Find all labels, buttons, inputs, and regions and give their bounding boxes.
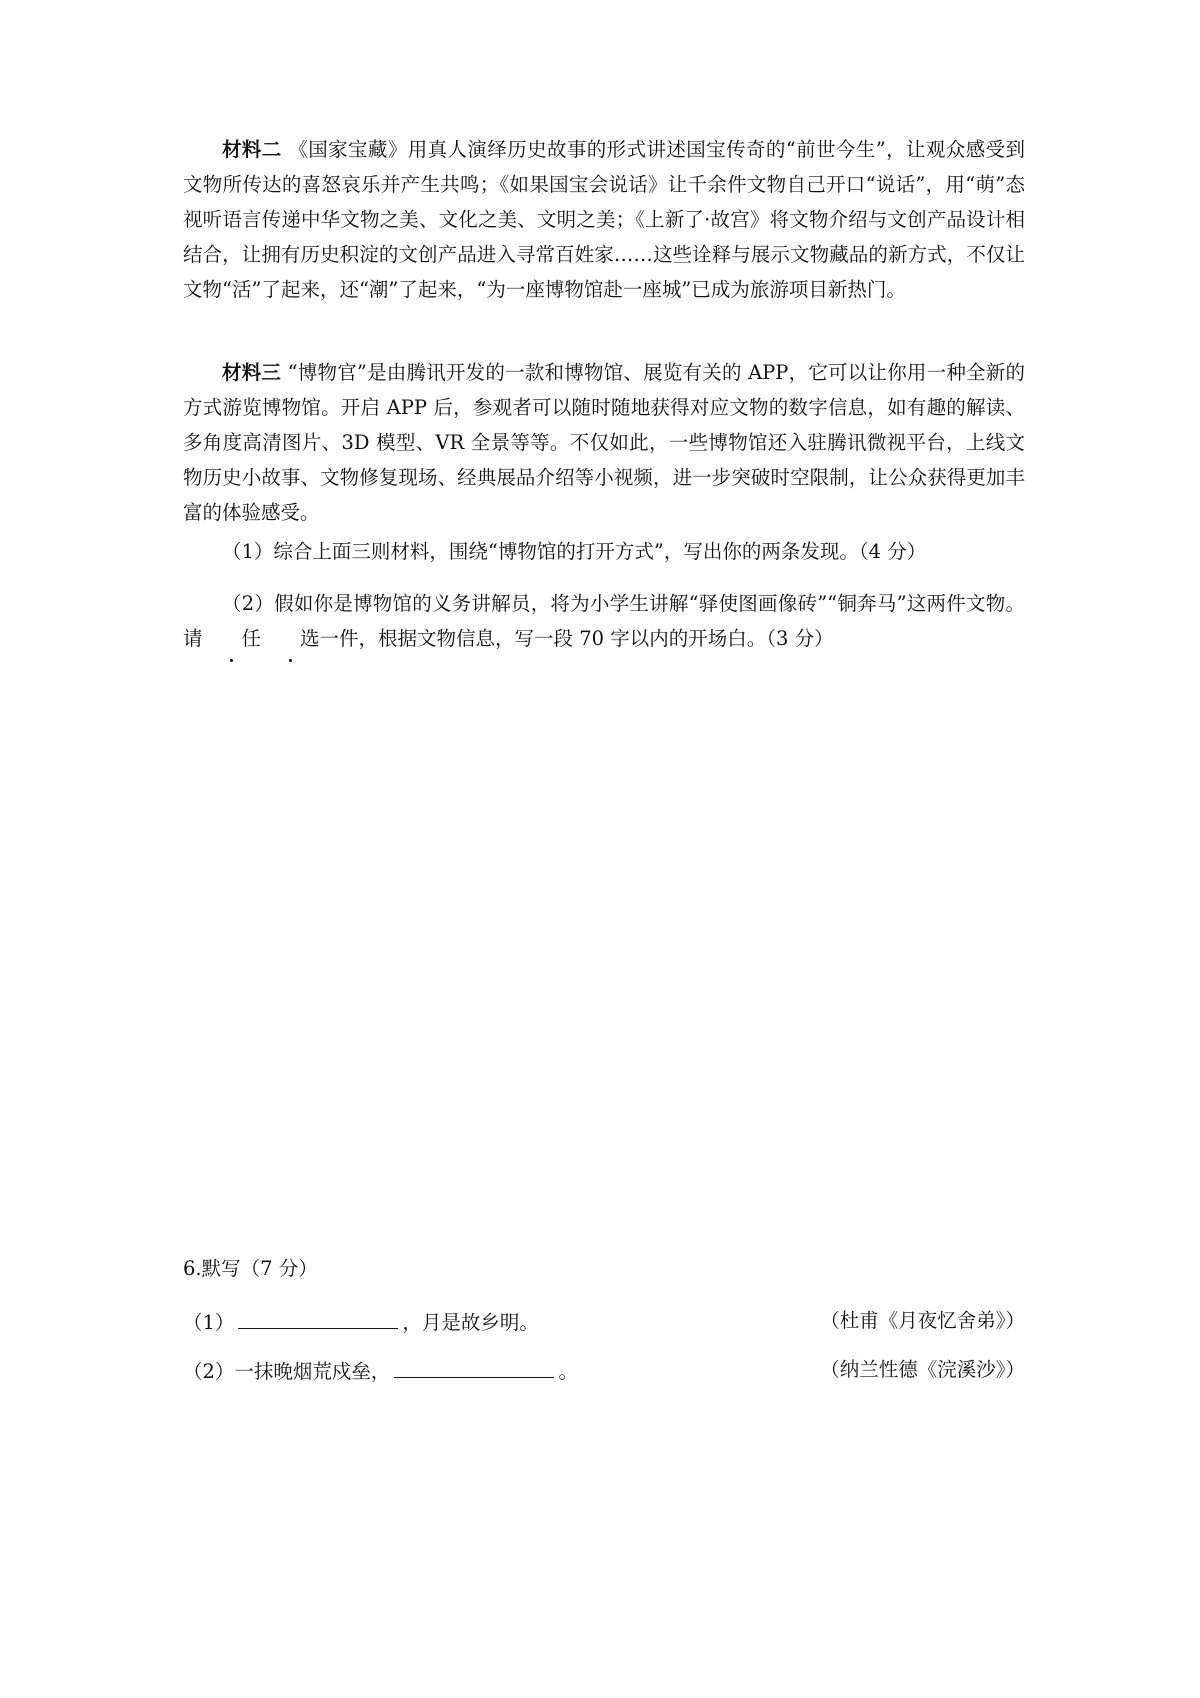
emphasis-char-1: 任 [203,621,262,656]
dictation-item-2 [183,1355,1025,1385]
dictation-item-1 [183,1306,1025,1336]
material-three-label: 材料三 [222,361,282,384]
dictation-item-1-number: （1） [183,1311,235,1334]
question-2 [183,586,1025,656]
material-two-text: 《国家宝藏》用真人演绎历史故事的形式讲述国宝传奇的“前世今生”，让观众感受到文物所传达的喜怒哀乐并产生共鸣；《如果国宝会说话》让千余件文物自己开口“说话”，用“萌”态视听语言传递中华文物之美、文化之美、文明之美；《上新了·故宫》将文物介绍与文创产品设计相结合，让拥有历史积淀的文创产品进入寻常百姓家……这些诠释与展示文物藏品的新方式，不仅让文物“活”了起来，还“潮”了起来，“为一座博物馆赴一座城”已成为旅游项目新热门。 [183,138,1025,301]
emphasis-char-2: 选 [261,621,320,656]
question-2-text-after: 一件，根据文物信息，写一段 70 字以内的开场白。（3 分） [319,627,834,650]
material-two-label: 材料二 [222,138,282,161]
dictation-item-1-after: ，月是故乡明。 [402,1311,539,1334]
material-three-paragraph [183,355,1025,530]
question-2-text-before: （2）假如你是博物馆的义务讲解员，将为小学生讲解“驿使图画像砖”“铜奔马”这两件文物。请 [183,592,1025,650]
question-1: （1）综合上面三则材料，围绕“博物馆的打开方式”，写出你的两条发现。（4 分） [222,540,927,563]
dictation-item-2-after: 。 [558,1360,578,1383]
dictation-item-1-body [183,1306,539,1338]
material-two-paragraph [183,132,1025,307]
dictation-item-2-body [183,1355,578,1387]
answer-blank-1[interactable] [238,1306,398,1329]
dictation-item-2-before: 一抹晚烟荒戍垒， [234,1360,391,1383]
dictation-item-2-source: （纳兰性德《浣溪沙》） [820,1358,1025,1381]
answer-blank-2[interactable] [394,1355,554,1378]
dictation-item-1-source: （杜甫《月夜忆舍弟》） [820,1309,1025,1332]
section-6-title: 6.默写（7 分） [183,1257,318,1280]
material-three-text: “博物官”是由腾讯开发的一款和博物馆、展览有关的 APP，它可以让你用一种全新的方式游览博物馆。开启 APP 后，参观者可以随时随地获得对应文物的数字信息，如有趣的解读、多角度高清图片、3D 模型、VR 全景等等。不仅如此，一些博物馆还入驻腾讯微视平台，上线文物历史小故事、文物修复现场、经典展品介绍等小视频，进一步突破时空限制，让公众获得更加丰富的体验感受。 [183,361,1025,524]
dictation-item-2-number: （2） [183,1360,235,1383]
